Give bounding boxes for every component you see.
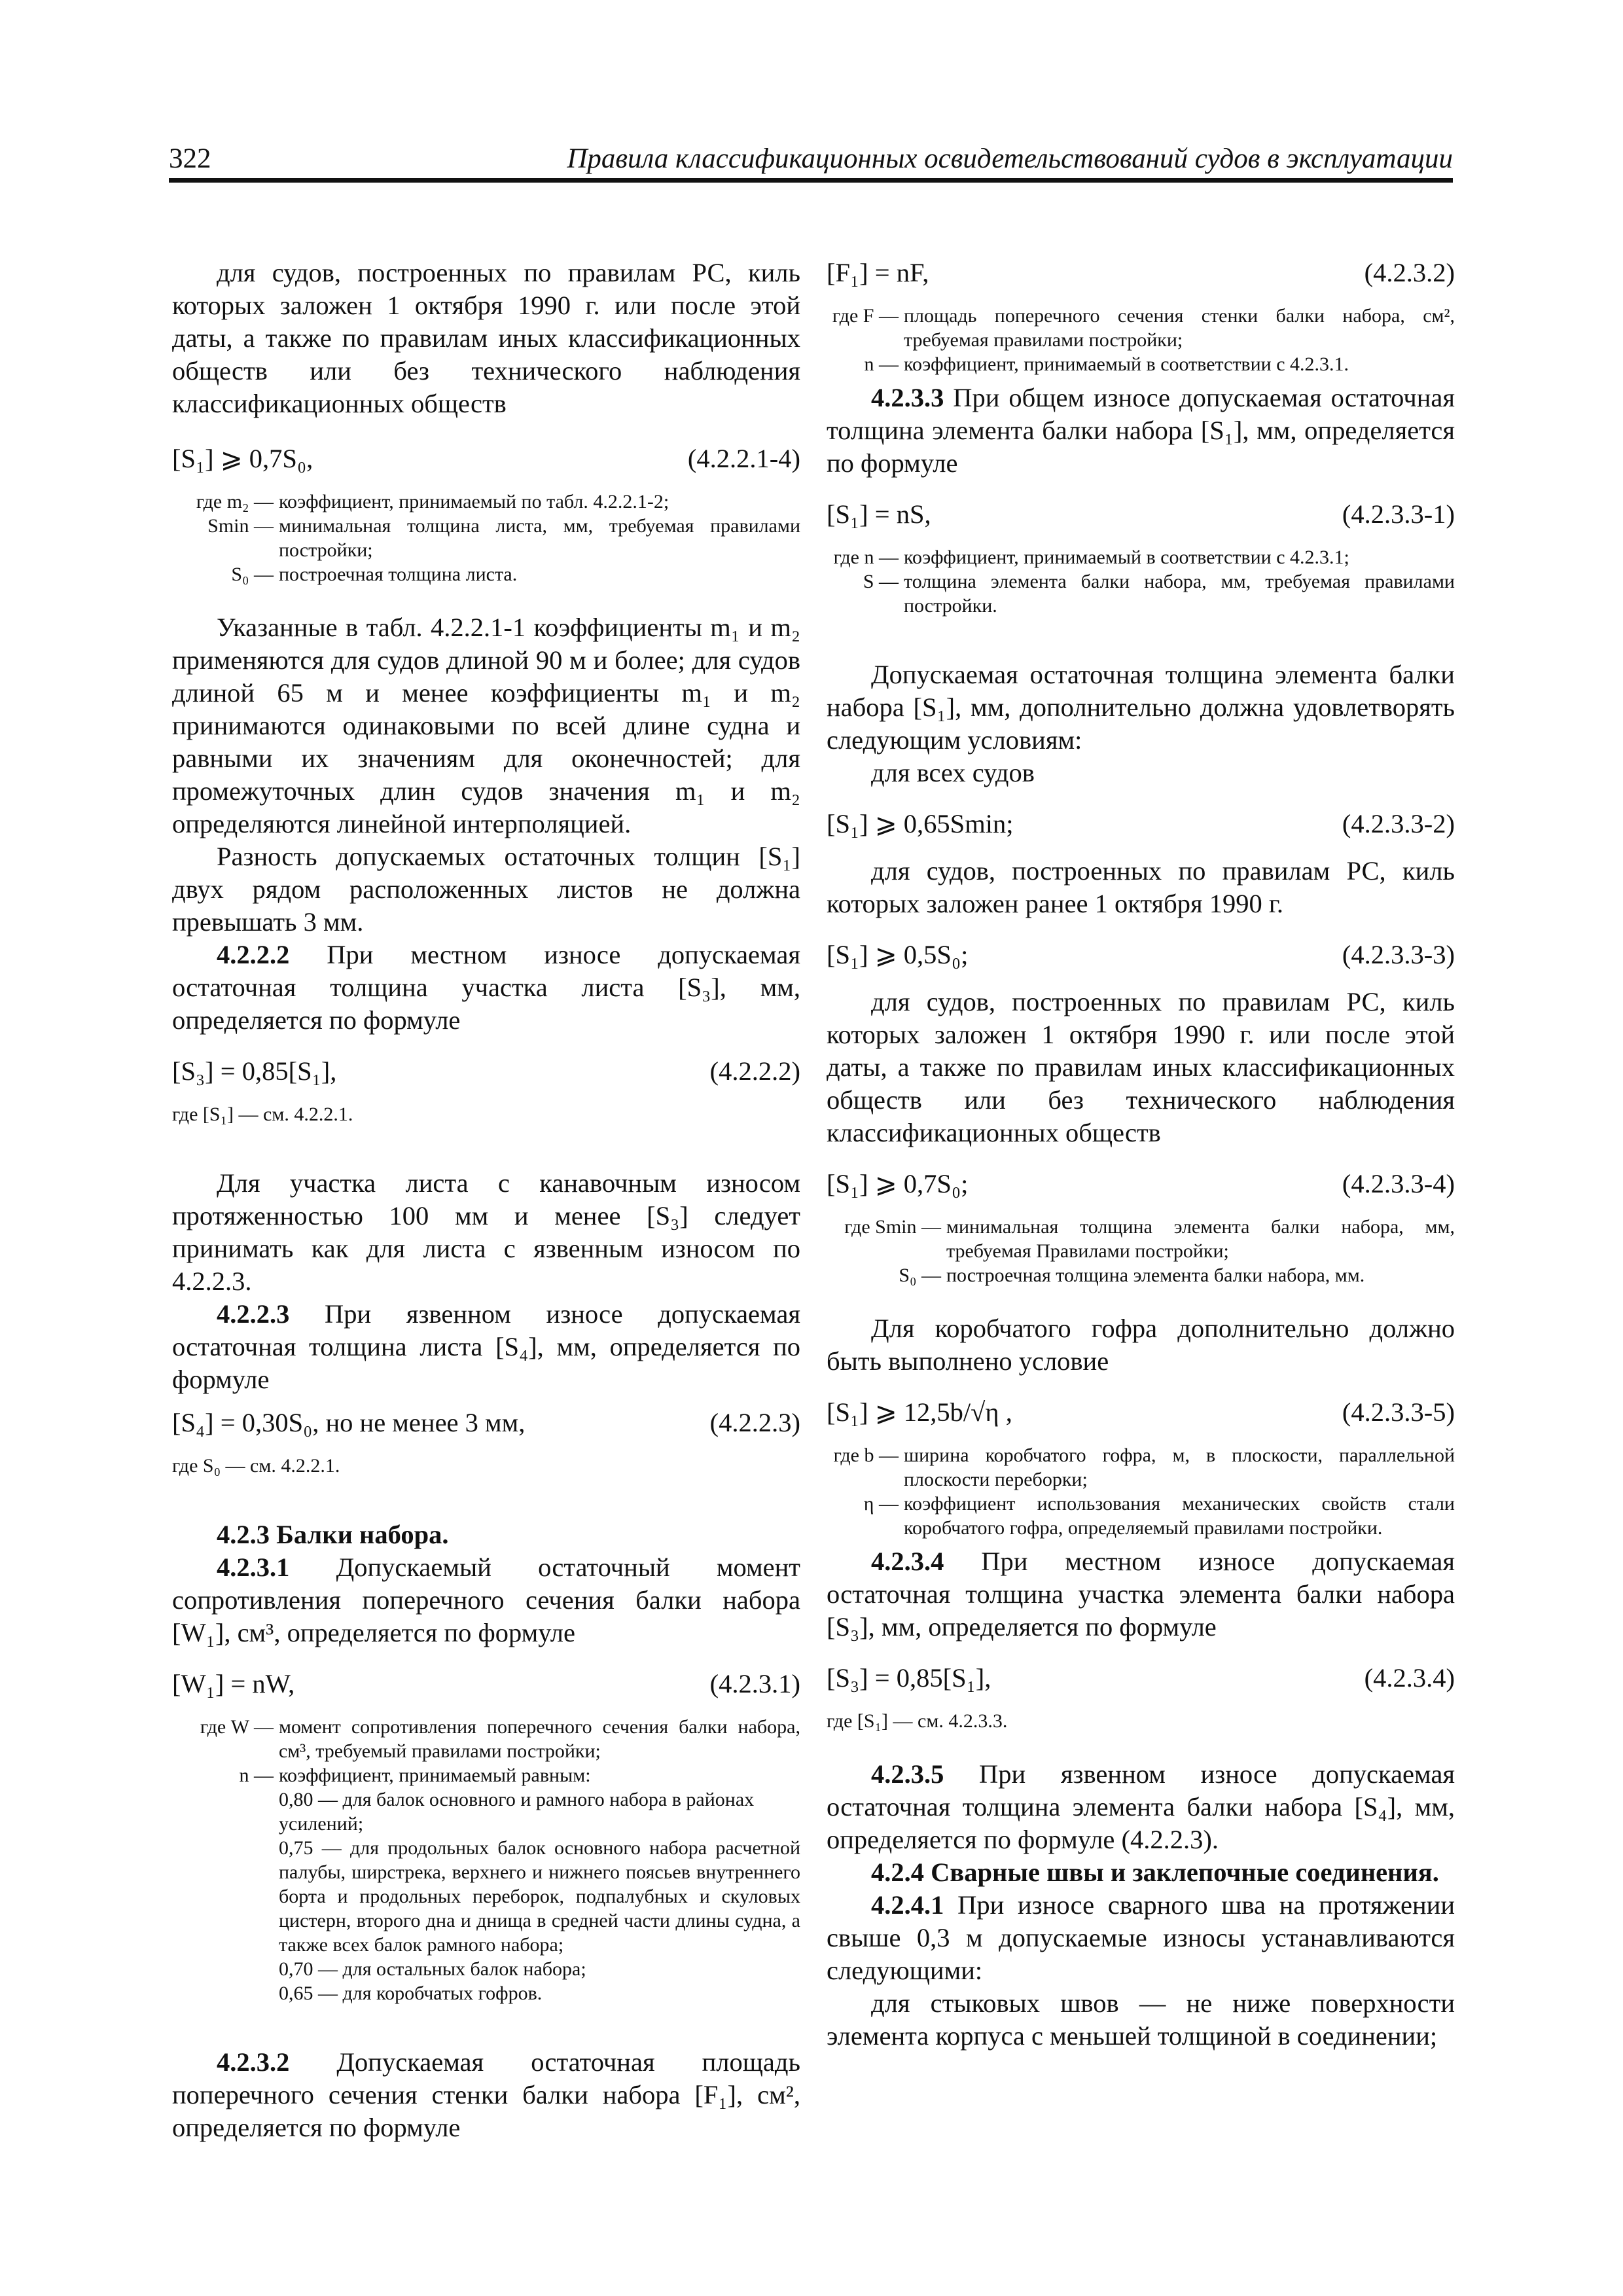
legend-text: площадь поперечного сечения стенки балки набора, см², требуемая правилами постройки; xyxy=(904,305,1455,351)
clause-number: 4.2.3.1 xyxy=(217,1552,290,1582)
formula-expression: [S₃] = 0,85[S₁], xyxy=(172,1056,337,1086)
legend-text: коэффициент использования механических свойств стали коробчатого гофра, определяемый правилами постройки. xyxy=(904,1493,1455,1539)
formula-number: (4.2.2.2) xyxy=(709,1056,800,1086)
legend xyxy=(827,304,1455,376)
formula-number: (4.2.2.1-4) xyxy=(687,444,800,473)
formula-expression: [F₁] = nF, xyxy=(827,258,929,287)
paragraph-text: Допускаемый остаточный момент сопротивления поперечного сечения балки набора [W₁], см³, определяется по формуле xyxy=(172,1552,800,1647)
formula-expression: [W₁] = nW, xyxy=(172,1669,295,1698)
formula xyxy=(827,939,1455,971)
paragraph-text: При язвенном износе допускаемая остаточная толщина листа [S₄], мм, определяется по формуле xyxy=(172,1299,800,1394)
paragraph-text: При язвенном износе допускаемая остаточная толщина элемента балки набора [S₄], мм, определяется по формуле (4.2.2.3). xyxy=(827,1759,1455,1854)
legend-symbol: где W — xyxy=(200,1716,274,1738)
legend-symbol: S — xyxy=(863,571,899,592)
paragraph: для всех судов xyxy=(871,758,1035,787)
formula-number: (4.2.3.3-2) xyxy=(1342,809,1455,838)
paragraph xyxy=(172,2046,800,2144)
legend xyxy=(827,545,1455,618)
formula-number: (4.2.3.2) xyxy=(1364,258,1455,287)
clause-number: 4.2.3.2 xyxy=(217,2047,290,2077)
formula xyxy=(172,1668,800,1700)
legend-symbol: S₀ — xyxy=(899,1265,941,1286)
legend-subitem: 0,80 — для балок основного и рамного набора в районах усилений; xyxy=(279,1789,755,1835)
clause-number: 4.2.2.2 xyxy=(217,940,290,969)
legend-text: коэффициент, принимаемый равным: xyxy=(279,1765,591,1786)
legend-symbol: где n — xyxy=(833,547,899,568)
paragraph-text: При местном износе допускаемая остаточная толщина участка листа [S₃], мм, определяется по формуле xyxy=(172,940,800,1035)
paragraph: Указанные в табл. 4.2.2.1-1 коэффициенты m₁ и m₂ применяются для судов длиной 90 м и более; для судов длиной 65 м и менее коэффициенты m₁ и m₂ принимаются одинаковыми по всей длине судна и равными их значениям для оконечностей; для промежуточных длин судов значения m₁ и m₂ определяются линейной интерполяцией. xyxy=(172,613,800,838)
legend-subitem: 0,75 — для продольных балок основного набора расчетной палубы, ширстрека, верхнего и нижнего поясьев внутреннего борта и продольных переборок, подпалубных и скуловых цистерн, второго дна и днища в средней части длины судна, а также всех балок рамного набора; xyxy=(279,1837,800,1956)
formula xyxy=(172,1055,800,1088)
paragraph xyxy=(827,1545,1455,1643)
formula-number: (4.2.3.1) xyxy=(709,1669,800,1698)
legend-symbol: где Smin — xyxy=(844,1216,941,1238)
legend-text: толщина элемента балки набора, мм, требуемая правилами постройки. xyxy=(904,571,1455,617)
legend-symbol: где m₂ — xyxy=(196,491,274,512)
legend-symbol: n — xyxy=(864,353,899,375)
paragraph-text: При местном износе допускаемая остаточная толщина участка элемента балки набора [S₃], мм, определяется по формуле xyxy=(827,1547,1455,1641)
formula xyxy=(172,442,800,475)
clause-number: 4.2.3.5 xyxy=(871,1759,944,1789)
legend-subitem: 0,65 — для коробчатых гофров. xyxy=(279,1982,543,2004)
legend-text: коэффициент, принимаемый по табл. 4.2.2.1-2; xyxy=(279,491,669,512)
paragraph xyxy=(172,1551,800,1649)
paragraph: Для участка листа с канавочным износом протяженностью 100 мм и менее [S₃] следует принимать как для листа с язвенным износом по 4.2.2.3. xyxy=(172,1168,800,1296)
formula-number: (4.2.3.3-4) xyxy=(1342,1169,1455,1198)
legend xyxy=(827,1443,1455,1540)
legend-subitem: 0,70 — для остальных балок набора; xyxy=(279,1958,586,1980)
formula-number: (4.2.3.3-3) xyxy=(1342,940,1455,969)
legend xyxy=(172,1715,800,2005)
formula-number: (4.2.2.3) xyxy=(709,1408,800,1437)
legend: где S₀ — см. 4.2.2.1. xyxy=(172,1455,340,1477)
paragraph-text: Допускаемая остаточная площадь поперечного сечения стенки балки набора [F₁], см², определяется по формуле xyxy=(172,2047,800,2142)
header-rule xyxy=(169,178,1453,183)
section-heading: 4.2.4 Сварные швы и заклепочные соединения. xyxy=(871,1857,1439,1887)
legend xyxy=(827,1215,1455,1287)
legend-symbol: где F — xyxy=(832,305,899,327)
paragraph xyxy=(827,1758,1455,1856)
clause-number: 4.2.4.1 xyxy=(871,1890,944,1920)
legend-text: коэффициент, принимаемый в соответствии с 4.2.3.1. xyxy=(904,353,1349,375)
formula-number: (4.2.3.3-1) xyxy=(1342,499,1455,529)
legend: где [S₁] — см. 4.2.2.1. xyxy=(172,1103,353,1125)
paragraph xyxy=(827,382,1455,480)
formula-expression: [S₁] = nS, xyxy=(827,499,931,529)
formula-expression: [S₃] = 0,85[S₁], xyxy=(827,1663,991,1693)
paragraph: для стыковых швов — не ниже поверхности элемента корпуса с меньшей толщиной в соединении; xyxy=(827,1988,1455,2051)
formula-expression: [S₁] ⩾ 0,7S₀; xyxy=(827,1169,969,1198)
formula xyxy=(172,1407,800,1439)
legend-text: минимальная толщина элемента балки набора, мм, требуемая Правилами постройки; xyxy=(946,1216,1455,1262)
legend-text: ширина коробчатого гофра, м, в плоскости, параллельной плоскости переборки; xyxy=(904,1444,1455,1490)
left-column xyxy=(172,257,800,2144)
header-title: Правила классификационных освидетельствований судов в эксплуатации xyxy=(567,143,1453,174)
legend-text: построечная толщина листа. xyxy=(279,564,518,585)
paragraph: для судов, построенных по правилам РС, киль которых заложен 1 октября 1990 г. или после этой даты, а также по правилам иных классификационных обществ или без технического наблюдения классификационных обществ xyxy=(172,258,800,418)
formula-number: (4.2.3.4) xyxy=(1364,1663,1455,1693)
paragraph: Допускаемая остаточная толщина элемента балки набора [S₁], мм, дополнительно должна удовлетворять следующим условиям: xyxy=(827,660,1455,755)
clause-number: 4.2.2.3 xyxy=(217,1299,290,1329)
paragraph xyxy=(827,1889,1455,1987)
formula-expression: [S₄] = 0,30S₀, но не менее 3 мм, xyxy=(172,1408,526,1437)
formula xyxy=(827,1662,1455,1695)
legend xyxy=(172,490,800,586)
clause-number: 4.2.3.3 xyxy=(871,383,944,412)
legend-symbol: S₀ — xyxy=(231,564,274,585)
legend: где [S₁] — см. 4.2.3.3. xyxy=(827,1710,1008,1732)
paragraph: для судов, построенных по правилам РС, киль которых заложен 1 октября 1990 г. или после этой даты, а также по правилам иных классификационных обществ или без технического наблюдения классификационных обществ xyxy=(827,987,1455,1147)
legend-text: коэффициент, принимаемый в соответствии с 4.2.3.1; xyxy=(904,547,1349,568)
paragraph: Разность допускаемых остаточных толщин [S₁] двух рядом расположенных листов не должна превышать 3 мм. xyxy=(172,842,800,937)
paragraph: Для коробчатого гофра дополнительно должно быть выполнено условие xyxy=(827,1314,1455,1376)
legend-symbol: n — xyxy=(239,1765,274,1786)
paragraph xyxy=(172,1298,800,1396)
formula xyxy=(827,498,1455,531)
legend-symbol: где b — xyxy=(833,1444,899,1466)
formula xyxy=(827,1396,1455,1429)
paragraph: для судов, построенных по правилам РС, киль которых заложен ранее 1 октября 1990 г. xyxy=(827,856,1455,918)
formula xyxy=(827,257,1455,289)
formula-expression: [S₁] ⩾ 0,7S₀, xyxy=(172,444,313,473)
formula xyxy=(827,1168,1455,1200)
running-header xyxy=(169,143,1453,174)
formula-expression: [S₁] ⩾ 0,65Smin; xyxy=(827,809,1014,838)
formula-expression: [S₁] ⩾ 0,5S₀; xyxy=(827,940,969,969)
legend-text: момент сопротивления поперечного сечения балки набора, см³, требуемый правилами постройки; xyxy=(279,1716,800,1762)
legend-symbol: Smin — xyxy=(207,515,274,537)
paragraph xyxy=(172,939,800,1037)
section-heading: 4.2.3 Балки набора. xyxy=(217,1520,449,1549)
formula xyxy=(827,808,1455,840)
clause-number: 4.2.3.4 xyxy=(871,1547,944,1576)
formula-expression: [S₁] ⩾ 12,5b/√η , xyxy=(827,1397,1012,1427)
legend-text: минимальная толщина листа, мм, требуемая правилами постройки; xyxy=(279,515,800,561)
formula-number: (4.2.3.3-5) xyxy=(1342,1397,1455,1427)
page-number: 322 xyxy=(169,143,211,174)
paragraph-text: При общем износе допускаемая остаточная толщина элемента балки набора [S₁], мм, определяется по формуле xyxy=(827,383,1455,478)
legend-symbol: η — xyxy=(863,1493,899,1515)
right-column xyxy=(827,257,1455,2053)
legend-text: построечная толщина элемента балки набора, мм. xyxy=(946,1265,1365,1286)
paragraph-text: При износе сварного шва на протяжении свыше 0,3 м допускаемые износы устанавливаются следующими: xyxy=(827,1890,1455,1985)
